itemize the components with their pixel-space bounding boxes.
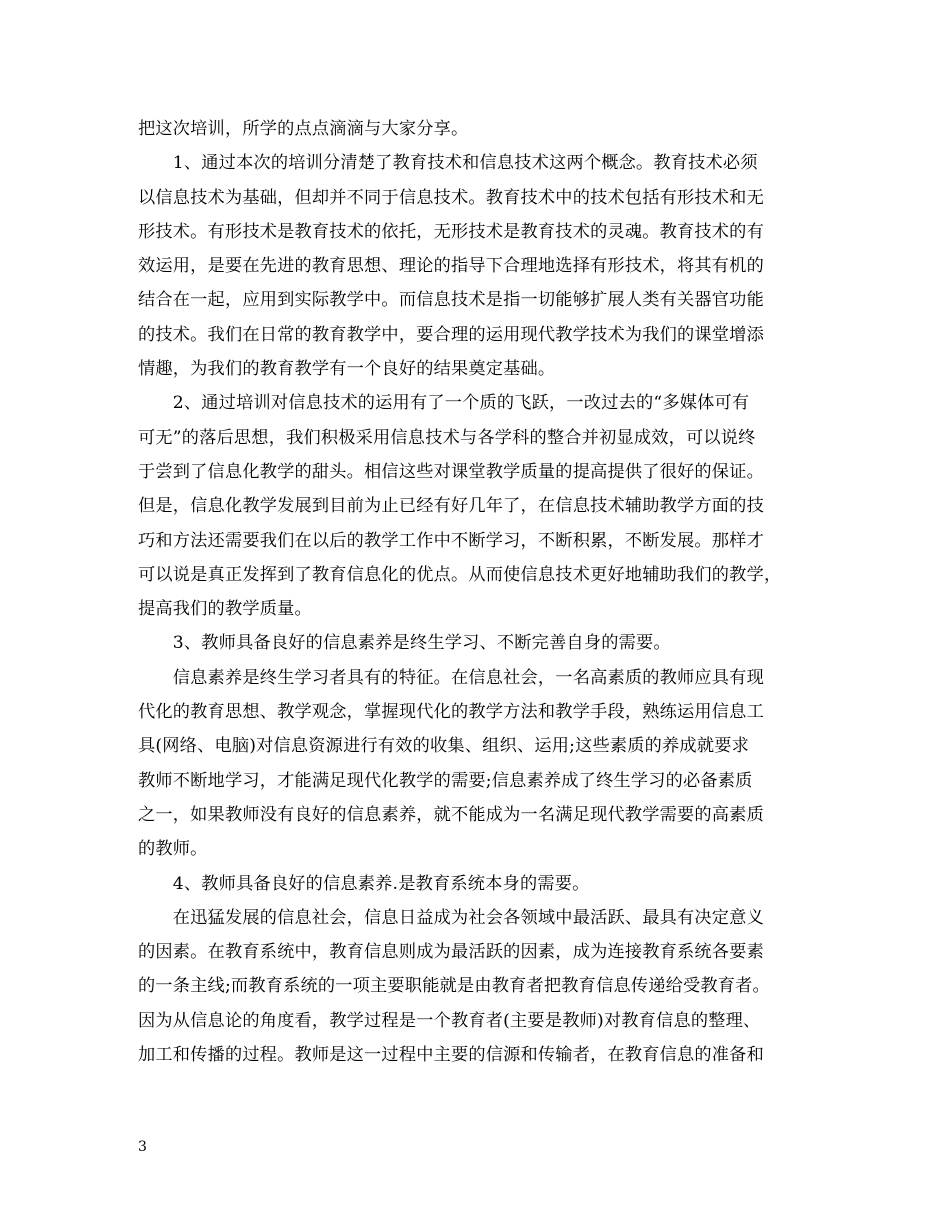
page-number: 3	[138, 1139, 147, 1155]
text-line: 效运用，是要在先进的教育思想、理论的指导下合理地选择有形技术，将其有机的	[138, 256, 764, 277]
text-line: 形技术。有形技术是教育技术的依托，无形技术是教育技术的灵魂。教育技术的有	[138, 221, 764, 242]
text-line: 的因素。在教育系统中，教育信息则成为最活跃的因素，成为连接教育系统各要素	[138, 942, 764, 963]
text-line: 情趣，为我们的教育教学有一个良好的结果奠定基础。	[138, 359, 556, 380]
text-line: 以信息技术为基础，但却并不同于信息技术。教育技术中的技术包括有形技术和无	[138, 187, 764, 208]
text-line: 因为从信息论的角度看，教学过程是一个教育者(主要是教师)对教育信息的整理、	[138, 1010, 761, 1031]
text-line: 的一条主线;而教育系统的一项主要职能就是由教育者把教育信息传递给受教育者。	[138, 976, 770, 997]
text-line: 教师不断地学习，才能满足现代化教学的需要;信息素养成了终生学习的必备素质	[138, 770, 753, 791]
text-line: 3、教师具备良好的信息素养是终生学习、不断完善自身的需要。	[138, 633, 671, 654]
text-line: 可无”的落后思想，我们积极采用信息技术与各学科的整合并初显成效，可以说终	[138, 427, 756, 448]
text-line: 可以说是真正发挥到了教育信息化的优点。从而使信息技术更好地辅助我们的教学，	[138, 564, 782, 585]
text-line: 信息素养是终生学习者具有的特征。在信息社会，一名高素质的教师应具有现	[138, 667, 764, 688]
text-line: 的技术。我们在日常的教育教学中，要合理的运用现代教学技术为我们的课堂增添	[138, 324, 764, 345]
text-line: 之一，如果教师没有良好的信息素养，就不能成为一名满足现代教学需要的高素质	[138, 804, 764, 825]
text-line: 加工和传播的过程。教师是这一过程中主要的信源和传输者，在教育信息的准备和	[138, 1045, 764, 1066]
text-line: 2、通过培训对信息技术的运用有了一个质的飞跃，一改过去的“多媒体可有	[138, 393, 750, 414]
text-line: 巧和方法还需要我们在以后的教学工作中不断学习，不断积累，不断发展。那样才	[138, 530, 764, 551]
text-line: 具(网络、电脑)对信息资源进行有效的收集、组织、运用;这些素质的养成就要求	[138, 736, 749, 757]
text-line: 的教师。	[138, 839, 208, 860]
text-line: 提高我们的教学质量。	[138, 599, 312, 620]
text-line: 但是，信息化教学发展到目前为止已经有好几年了，在信息技术辅助教学方面的技	[138, 496, 764, 517]
text-line: 在迅猛发展的信息社会，信息日益成为社会各领域中最活跃、最具有决定意义	[138, 907, 764, 928]
text-line: 于尝到了信息化教学的甜头。相信这些对课堂教学质量的提高提供了很好的保证。	[138, 461, 764, 482]
text-line: 1、通过本次的培训分清楚了教育技术和信息技术这两个概念。教育技术必须	[138, 153, 758, 174]
document-body	[138, 112, 828, 1072]
text-line: 结合在一起，应用到实际教学中。而信息技术是指一切能够扩展人类有关器官功能	[138, 290, 764, 311]
text-line: 4、教师具备良好的信息素养.是教育系统本身的需要。	[138, 873, 590, 894]
text-line: 代化的教育思想、教学观念，掌握现代化的教学方法和教学手段，熟练运用信息工	[138, 702, 764, 723]
text-line: 把这次培训，所学的点点滴滴与大家分享。	[138, 119, 469, 139]
